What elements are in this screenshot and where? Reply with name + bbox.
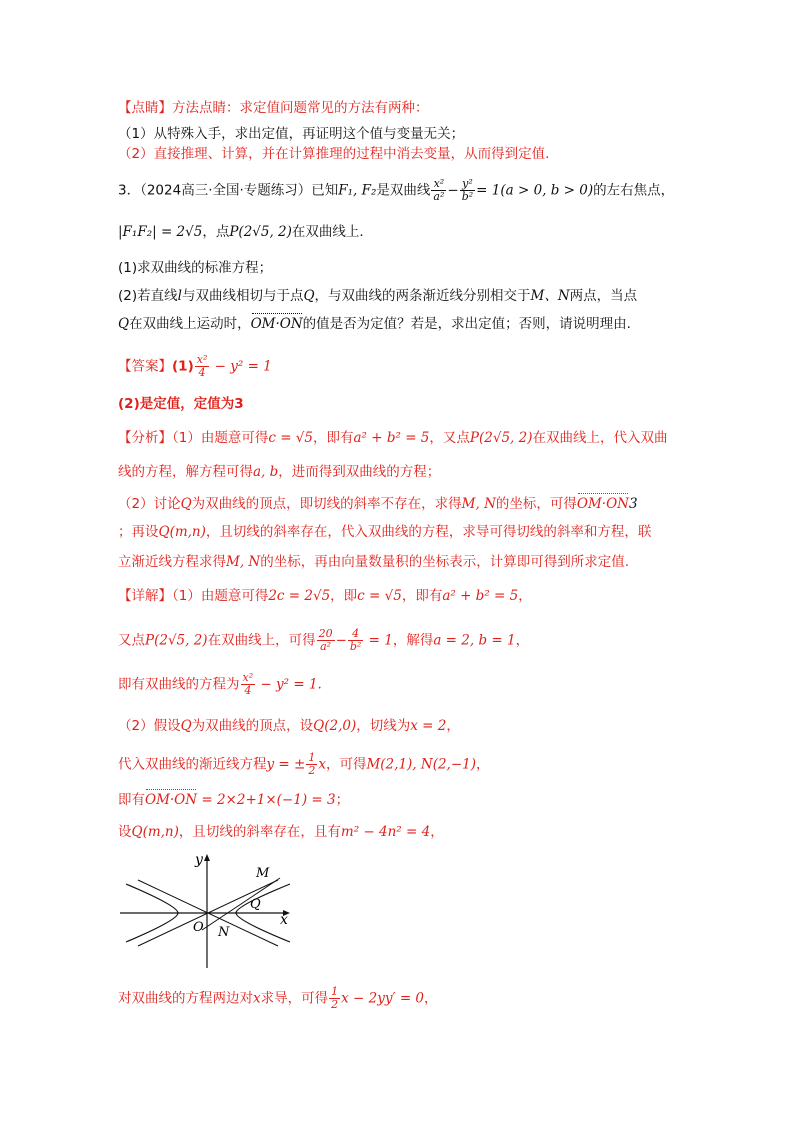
problem-line-1: 3．（2024高三·全国·专题练习）已知F₁, F₂是双曲线 $\frac{\text{x²}}{\text{a²}}$ − $\frac{\text{y²}}{\text{b²}}$ = 1(a > 0, b > 0)的左右焦点， xyxy=(118,177,675,203)
detail-line-2: 又点P(2√5, 2)在双曲线上，可得 $\frac{20}{\text{a²}}$ − $\frac{4}{\text{b²}}$ = 1，解得a = 2, b = 1， xyxy=(118,627,530,653)
tip-heading: 【点睛】方法点睛：求定值问题常见的方法有两种： xyxy=(118,100,429,116)
y-axis-arrow xyxy=(204,854,210,861)
problem-part-2-line-2: Q在双曲线上运动时，OM·ON的值是否为定值？若是，求出定值；否则，请说明理由. xyxy=(118,316,631,332)
detail-line-5: 代入双曲线的渐近线方程y = ± $\frac{1}{2}$ x，可得M(2,1), N(2,−1)， xyxy=(118,751,490,777)
label-x: x xyxy=(280,912,288,928)
tip-method-1: （1）从特殊入手，求出定值，再证明这个值与变量无关； xyxy=(118,126,465,142)
problem-part-1: (1)求双曲线的标准方程； xyxy=(118,260,273,276)
analysis-line-1: 【分析】（1）由题意可得c = √5，即有a² + b² = 5，又点P(2√5, 2)在双曲线上，代入双曲 xyxy=(118,430,668,446)
analysis-line-4: ；再设Q(m,n)，且切线的斜率存在，代入双曲线的方程，求导可得切线的斜率和方程，联 xyxy=(118,524,652,540)
answer-1: 【答案】(1) $\frac{\text{x²}}{4}$ − y² = 1 xyxy=(118,353,272,379)
problem-part-2-line-1: (2)若直线l与双曲线相切与于点Q，与双曲线的两条渐近线分别相交于M、N两点，当点 xyxy=(118,288,638,304)
label-M: M xyxy=(256,866,270,881)
label-origin: O xyxy=(193,920,204,935)
detail-line-6: 即有OM·ON = 2×2+1×(−1) = 3； xyxy=(118,792,350,808)
hyperbola-figure xyxy=(118,850,298,970)
label-Q: Q xyxy=(250,897,261,912)
analysis-line-3: （2）讨论Q为双曲线的顶点，即切线的斜率不存在，求得M, N的坐标，可得OM·ON3 xyxy=(118,496,638,512)
hyp-frac-y: $\frac{\text{y²}}{\text{b²}}$ xyxy=(461,177,474,203)
detail-line-1: 【详解】（1）由题意可得2c = 2√5，即c = √5，即有a² + b² = 5， xyxy=(118,588,532,604)
detail-line-7: 设Q(m,n)，且切线的斜率存在，且有m² − 4n² = 4， xyxy=(118,824,444,840)
answer-2: (2)是定值，定值为3 xyxy=(118,396,244,412)
analysis-line-2: 线的方程，解方程可得a, b，进而得到双曲线的方程； xyxy=(118,464,441,480)
analysis-line-5: 立渐近线方程求得M, N的坐标，再由向量数量积的坐标表示，计算即可得到所求定值. xyxy=(118,554,630,570)
detail-line-4: （2）假设Q为双曲线的顶点，设Q(2,0)，切线为x = 2， xyxy=(118,718,460,734)
label-y: y xyxy=(195,852,203,868)
hyp-frac-x: $\frac{\text{x²}}{\text{a²}}$ xyxy=(433,177,445,203)
detail-line-8: 对双曲线的方程两边对x求导，可得 $\frac{1}{2}$ x − 2yy′ = 0， xyxy=(118,985,438,1011)
tangent-line xyxy=(202,878,280,930)
tip-method-2: （2）直接推理、计算，并在计算推理的过程中消去变量，从而得到定值. xyxy=(118,146,550,162)
label-N: N xyxy=(218,925,230,940)
detail-line-3: 即有双曲线的方程为 $\frac{\text{x²}}{4}$ − y² = 1. xyxy=(118,671,322,697)
problem-line-2: |F₁F₂| = 2√5，点P(2√5, 2)在双曲线上. xyxy=(118,224,364,240)
